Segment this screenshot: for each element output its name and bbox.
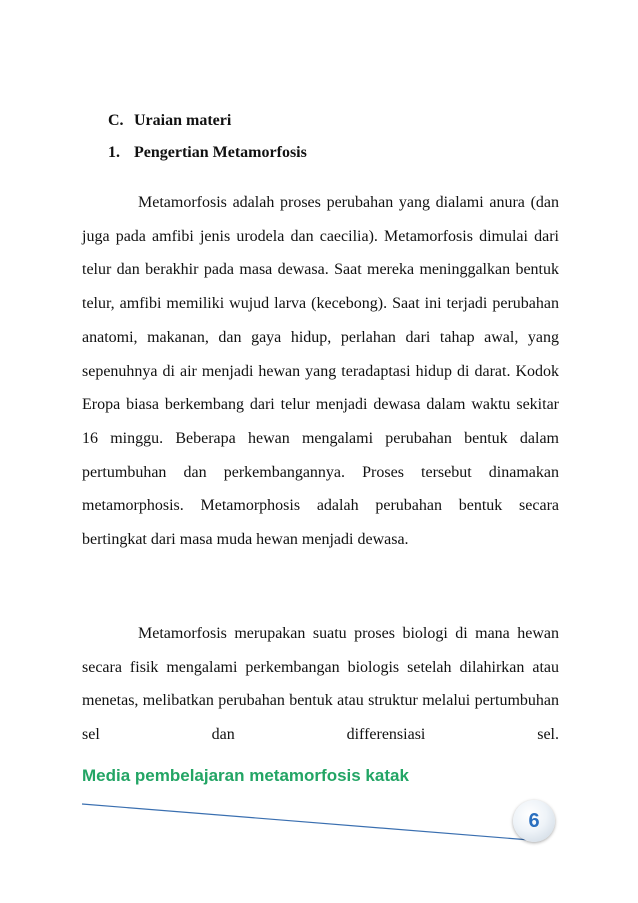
subsection-title: Pengertian Metamorfosis bbox=[134, 144, 307, 161]
subsection-number: 1. bbox=[108, 144, 120, 161]
body-paragraph: Metamorfosis adalah proses perubahan yang dialami anura (dan juga pada amfibi jenis urodela dan caecilia). Metamorfosis dimulai dari telur dan berakhir pada masa dewasa. Saat mereka meninggalkan bentuk telur, amfibi memiliki wujud larva (kecebong). Saat ini terjadi perubahan anatomi, makanan, dan gaya hidup, perlahan dari tahap awal, yang sepenuhnya di air menjadi hewan yang teradaptasi hidup di darat. Kodok Eropa biasa berkembang dari telur menjadi dewasa dalam waktu sekitar 16 minggu. Beberapa hewan mengalami perubahan bentuk dalam pertumbuhan dan perkembangannya. Proses tersebut dinamakan metamorphosis. Metamorphosis adalah perubahan bentuk secara bertingkat dari masa muda hewan menjadi dewasa. bbox=[82, 194, 559, 549]
body-paragraph: Metamorfosis merupakan suatu proses biologi di mana hewan secara fisik mengalami perkembangan biologis setelah dilahirkan atau menetas, melibatkan perubahan bentuk atau struktur melalui pertumbuhan sel dan differensiasi sel. bbox=[82, 625, 559, 744]
page-number-badge bbox=[513, 800, 555, 842]
section-letter: C. bbox=[108, 112, 124, 129]
footer-title: Media pembelajaran metamorfosis katak bbox=[82, 766, 409, 785]
page-number: 6 bbox=[528, 809, 540, 832]
section-title: Uraian materi bbox=[134, 112, 232, 129]
